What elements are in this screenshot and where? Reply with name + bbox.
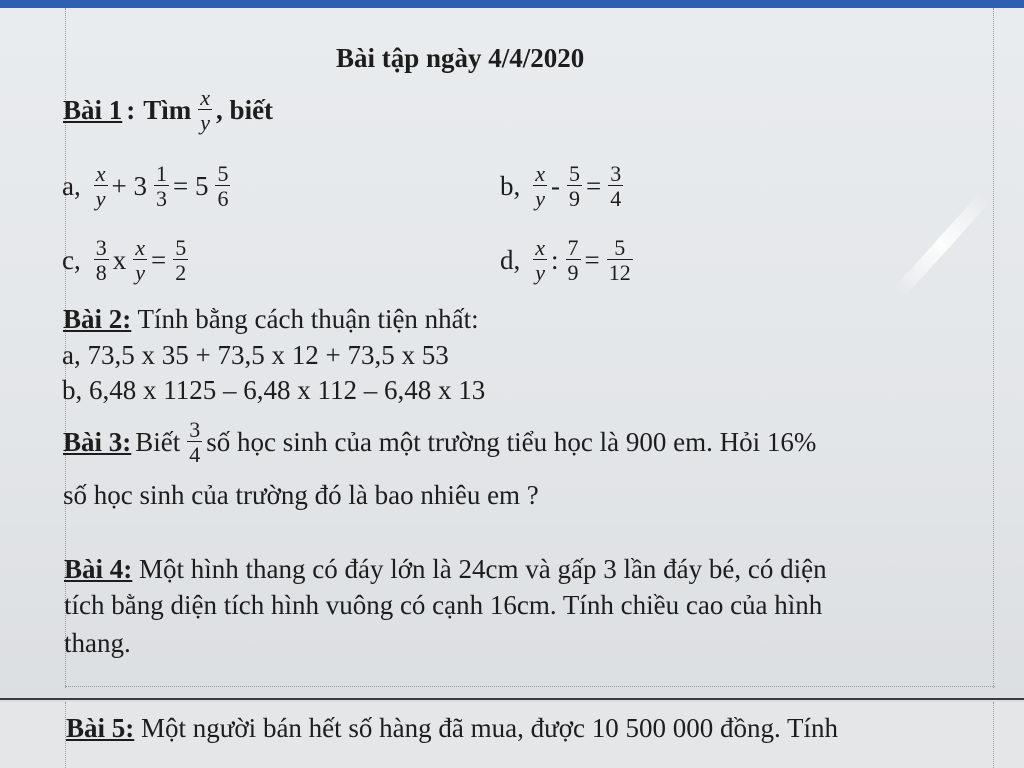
bai1-colon: : — [126, 94, 136, 125]
operator: = — [151, 244, 167, 275]
fraction-denominator: y — [535, 186, 546, 212]
operator: = — [586, 170, 602, 201]
item-label: c, — [62, 244, 81, 275]
bai2-item-b: b, 6,48 x 1125 – 6,48 x 112 – 6,48 x 13 — [62, 375, 486, 405]
bai3-fraction — [187, 418, 202, 466]
margin-guide-bottom — [65, 686, 995, 687]
fraction-numerator: x — [200, 85, 211, 110]
fraction-numerator: x — [135, 235, 145, 260]
fraction — [133, 236, 147, 284]
fraction — [607, 236, 633, 284]
fraction-numerator: 5 — [569, 161, 581, 186]
bai3-label: Bài 3: — [63, 426, 132, 457]
bai1-text-post: , biết — [216, 94, 274, 125]
fraction — [94, 162, 108, 210]
fraction-denominator: 8 — [95, 260, 107, 286]
fraction-numerator: 1 — [155, 161, 167, 186]
bai1-item-d — [500, 236, 637, 284]
bai2-item-a: a, 73,5 x 35 + 73,5 x 12 + 73,5 x 53 — [62, 340, 449, 370]
operator: = — [584, 244, 600, 275]
bai1-item-a — [62, 162, 234, 210]
bai3-line1 — [63, 418, 820, 466]
fraction-denominator: 4 — [610, 186, 622, 212]
fraction-denominator: 3 — [155, 186, 167, 212]
fraction — [154, 162, 169, 210]
operator: = 5 — [172, 170, 209, 201]
fraction-denominator: 6 — [217, 186, 229, 212]
operator: x — [112, 244, 127, 275]
bai2-heading — [63, 306, 479, 333]
fraction-numerator: x — [535, 235, 546, 260]
bai1-fraction — [198, 86, 212, 134]
fraction-numerator: 5 — [614, 235, 626, 260]
fraction-numerator: 3 — [610, 161, 622, 186]
next-page-margin-right — [993, 702, 994, 768]
operator: + 3 — [111, 170, 147, 201]
fraction-numerator: 3 — [189, 417, 201, 442]
fraction — [608, 162, 623, 210]
bai1-item-b — [500, 162, 627, 210]
fraction — [567, 162, 582, 210]
fraction-numerator: 3 — [95, 235, 107, 260]
bai4-line3: thang. — [64, 628, 131, 658]
fraction-numerator: 5 — [175, 235, 187, 260]
bai1-item-c — [62, 236, 192, 284]
fraction-numerator: 5 — [217, 161, 229, 186]
fraction-denominator: 12 — [608, 260, 631, 286]
fraction — [533, 236, 547, 284]
bai1-heading — [63, 86, 277, 134]
fraction — [533, 162, 547, 210]
bai1-label: Bài 1 — [63, 94, 123, 125]
fraction-numerator: x — [535, 161, 546, 186]
fraction-numerator: 7 — [567, 235, 579, 260]
operator: - — [551, 170, 561, 201]
fraction — [566, 236, 581, 284]
bai4-line2: tích bằng diện tích hình vuông có cạnh 16cm. Tính chiều cao của hình — [64, 590, 823, 620]
operator: : — [551, 244, 559, 275]
page-title: Bài tập ngày 4/4/2020 — [336, 43, 585, 73]
item-label: b, — [500, 170, 521, 201]
bai2-label: Bài 2: — [63, 304, 132, 334]
bai3-line2: số học sinh của trường đó là bao nhiêu em ? — [63, 480, 539, 510]
fraction-denominator: 4 — [189, 442, 201, 468]
item-label: a, — [62, 170, 81, 201]
bai2-text: Tính bằng cách thuận tiện nhất: — [137, 304, 479, 334]
fraction-numerator: x — [95, 161, 106, 186]
margin-guide-right — [993, 8, 994, 688]
fraction — [94, 236, 109, 284]
window-top-bar — [0, 0, 1024, 8]
bai3-text-pre: Biết — [135, 426, 181, 457]
fraction-denominator: 2 — [175, 260, 187, 286]
bai4-line1 — [64, 556, 827, 583]
bai4-label: Bài 4: — [64, 554, 133, 584]
fraction-denominator: y — [535, 260, 546, 286]
item-label: d, — [500, 244, 521, 275]
fraction-denominator: y — [200, 110, 211, 136]
fraction-denominator: y — [95, 186, 106, 212]
fraction-denominator: 9 — [567, 260, 579, 286]
bai3-text-post: số học sinh của một trường tiểu học là 900 em. Hỏi 16% — [206, 426, 817, 457]
fraction-denominator: 9 — [569, 186, 581, 212]
bai1-text-pre: Tìm — [143, 94, 192, 125]
bai5-text: Một người bán hết số hàng đã mua, được 10 500 000 đồng. Tính — [141, 713, 839, 743]
fraction-denominator: y — [135, 260, 145, 286]
bai5-line1 — [66, 715, 838, 742]
bai4-text: Một hình thang có đáy lớn là 24cm và gấp 3 lần đáy bé, có diện — [139, 554, 827, 584]
fraction — [173, 236, 188, 284]
fraction — [215, 162, 230, 210]
bai5-label: Bài 5: — [66, 713, 135, 743]
